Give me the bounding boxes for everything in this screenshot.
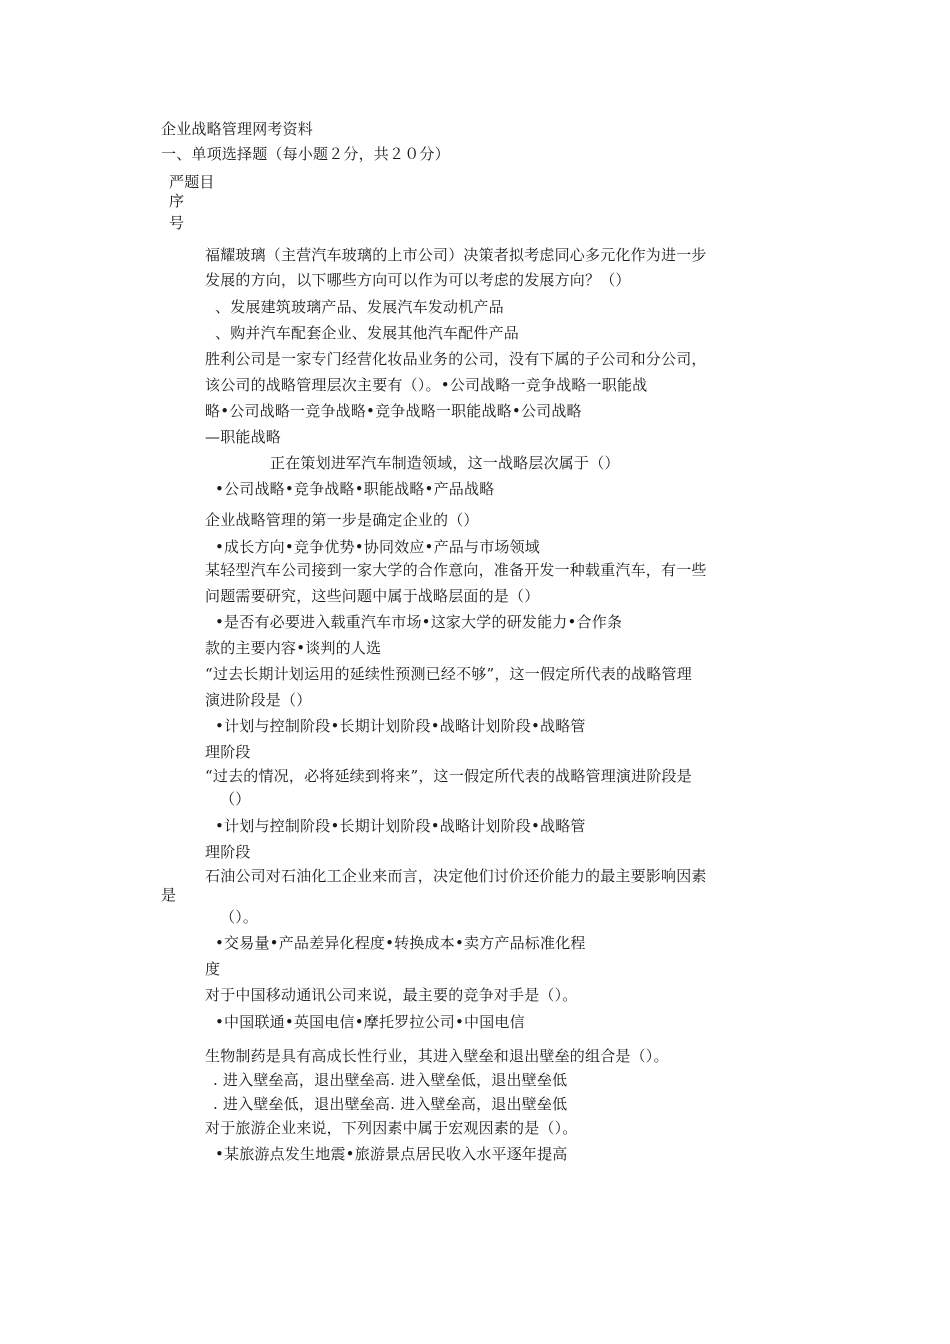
question-line: 石油公司对石油化工企业来而言，决定他们讨价还价能力的最主要影响因素	[205, 867, 707, 885]
question-line: 发展的方向，以下哪些方向可以作为可以考虑的发展方向？（）	[205, 271, 631, 289]
question-line: 是	[161, 886, 177, 904]
option-line: •计划与控制阶段•长期计划阶段•战略计划阶段•战略管	[215, 717, 586, 735]
question-line: 生物制药是具有高成长性行业，其进入壁垒和退出壁垒的组合是（）。	[205, 1047, 669, 1065]
option-line: —职能战略	[205, 428, 282, 446]
option-line: 、发展建筑玻璃产品、发展汽车发动机产品	[215, 298, 504, 316]
option-line: . 进入壁垒低，退出壁垒高. 进入壁垒高，退出壁垒低	[213, 1095, 568, 1113]
question-line: 该公司的战略管理层次主要有（）。•公司战略一竞争战略一职能战	[205, 376, 648, 394]
option-line: 款的主要内容•谈判的人选	[205, 639, 382, 657]
table-header-cell: 严题目	[169, 173, 215, 191]
question-line: “过去的情况，必将延续到将来”，这一假定所代表的战略管理演进阶段是	[205, 767, 692, 785]
question-line: 对于旅游企业来说，下列因素中属于宏观因素的是（）。	[205, 1119, 578, 1137]
question-line: 胜利公司是一家专门经营化妆品业务的公司，没有下属的子公司和分公司，	[205, 350, 707, 368]
section-heading: 一、单项选择题（每小题２分，共２０分）	[161, 145, 450, 163]
question-line: 正在策划进军汽车制造领域，这一战略层次属于（）	[270, 454, 620, 472]
question-line: 企业战略管理的第一步是确定企业的（）	[205, 511, 479, 529]
option-line: 略•公司战略一竞争战略•竞争战略一职能战略•公司战略	[205, 402, 582, 420]
option-line: . 进入壁垒高，退出壁垒高. 进入壁垒低，退出壁垒低	[213, 1071, 568, 1089]
option-line: •中国联通•英国电信•摩托罗拉公司•中国电信	[215, 1013, 525, 1031]
table-header-cell: 号	[169, 214, 185, 232]
question-line: 某轻型汽车公司接到一家大学的合作意向，准备开发一种载重汽车，有一些	[205, 561, 707, 579]
option-line: •成长方向•竞争优势•协同效应•产品与市场领域	[215, 538, 540, 556]
question-line: 演进阶段是（）	[205, 691, 312, 709]
question-line: （）。	[220, 908, 259, 926]
option-line: 、购并汽车配套企业、发展其他汽车配件产品	[215, 324, 520, 342]
option-line: •是否有必要进入载重汽车市场•这家大学的研发能力•合作条	[215, 613, 623, 631]
question-line: 对于中国移动通讯公司来说，最主要的竞争对手是（）。	[205, 986, 578, 1004]
option-line: •公司战略•竞争战略•职能战略•产品战略	[215, 480, 495, 498]
question-line: “过去长期计划运用的延续性预测已经不够”，这一假定所代表的战略管理	[205, 665, 692, 683]
option-line: •计划与控制阶段•长期计划阶段•战略计划阶段•战略管	[215, 817, 586, 835]
option-line: •交易量•产品差异化程度•转换成本•卖方产品标准化程	[215, 934, 586, 952]
table-header-cell: 序	[169, 192, 185, 210]
option-line: 理阶段	[205, 743, 251, 761]
question-line: （）	[220, 790, 251, 808]
option-line: •某旅游点发生地震•旅游景点居民收入水平逐年提高	[215, 1145, 568, 1163]
option-line: 理阶段	[205, 843, 251, 861]
option-line: 度	[205, 960, 221, 978]
question-line: 问题需要研究，这些问题中属于战略层面的是（）	[205, 587, 540, 605]
question-line: 福耀玻璃（主营汽车玻璃的上市公司）决策者拟考虑同心多元化作为进一步	[205, 246, 707, 264]
document-title: 企业战略管理网考资料	[161, 120, 314, 138]
